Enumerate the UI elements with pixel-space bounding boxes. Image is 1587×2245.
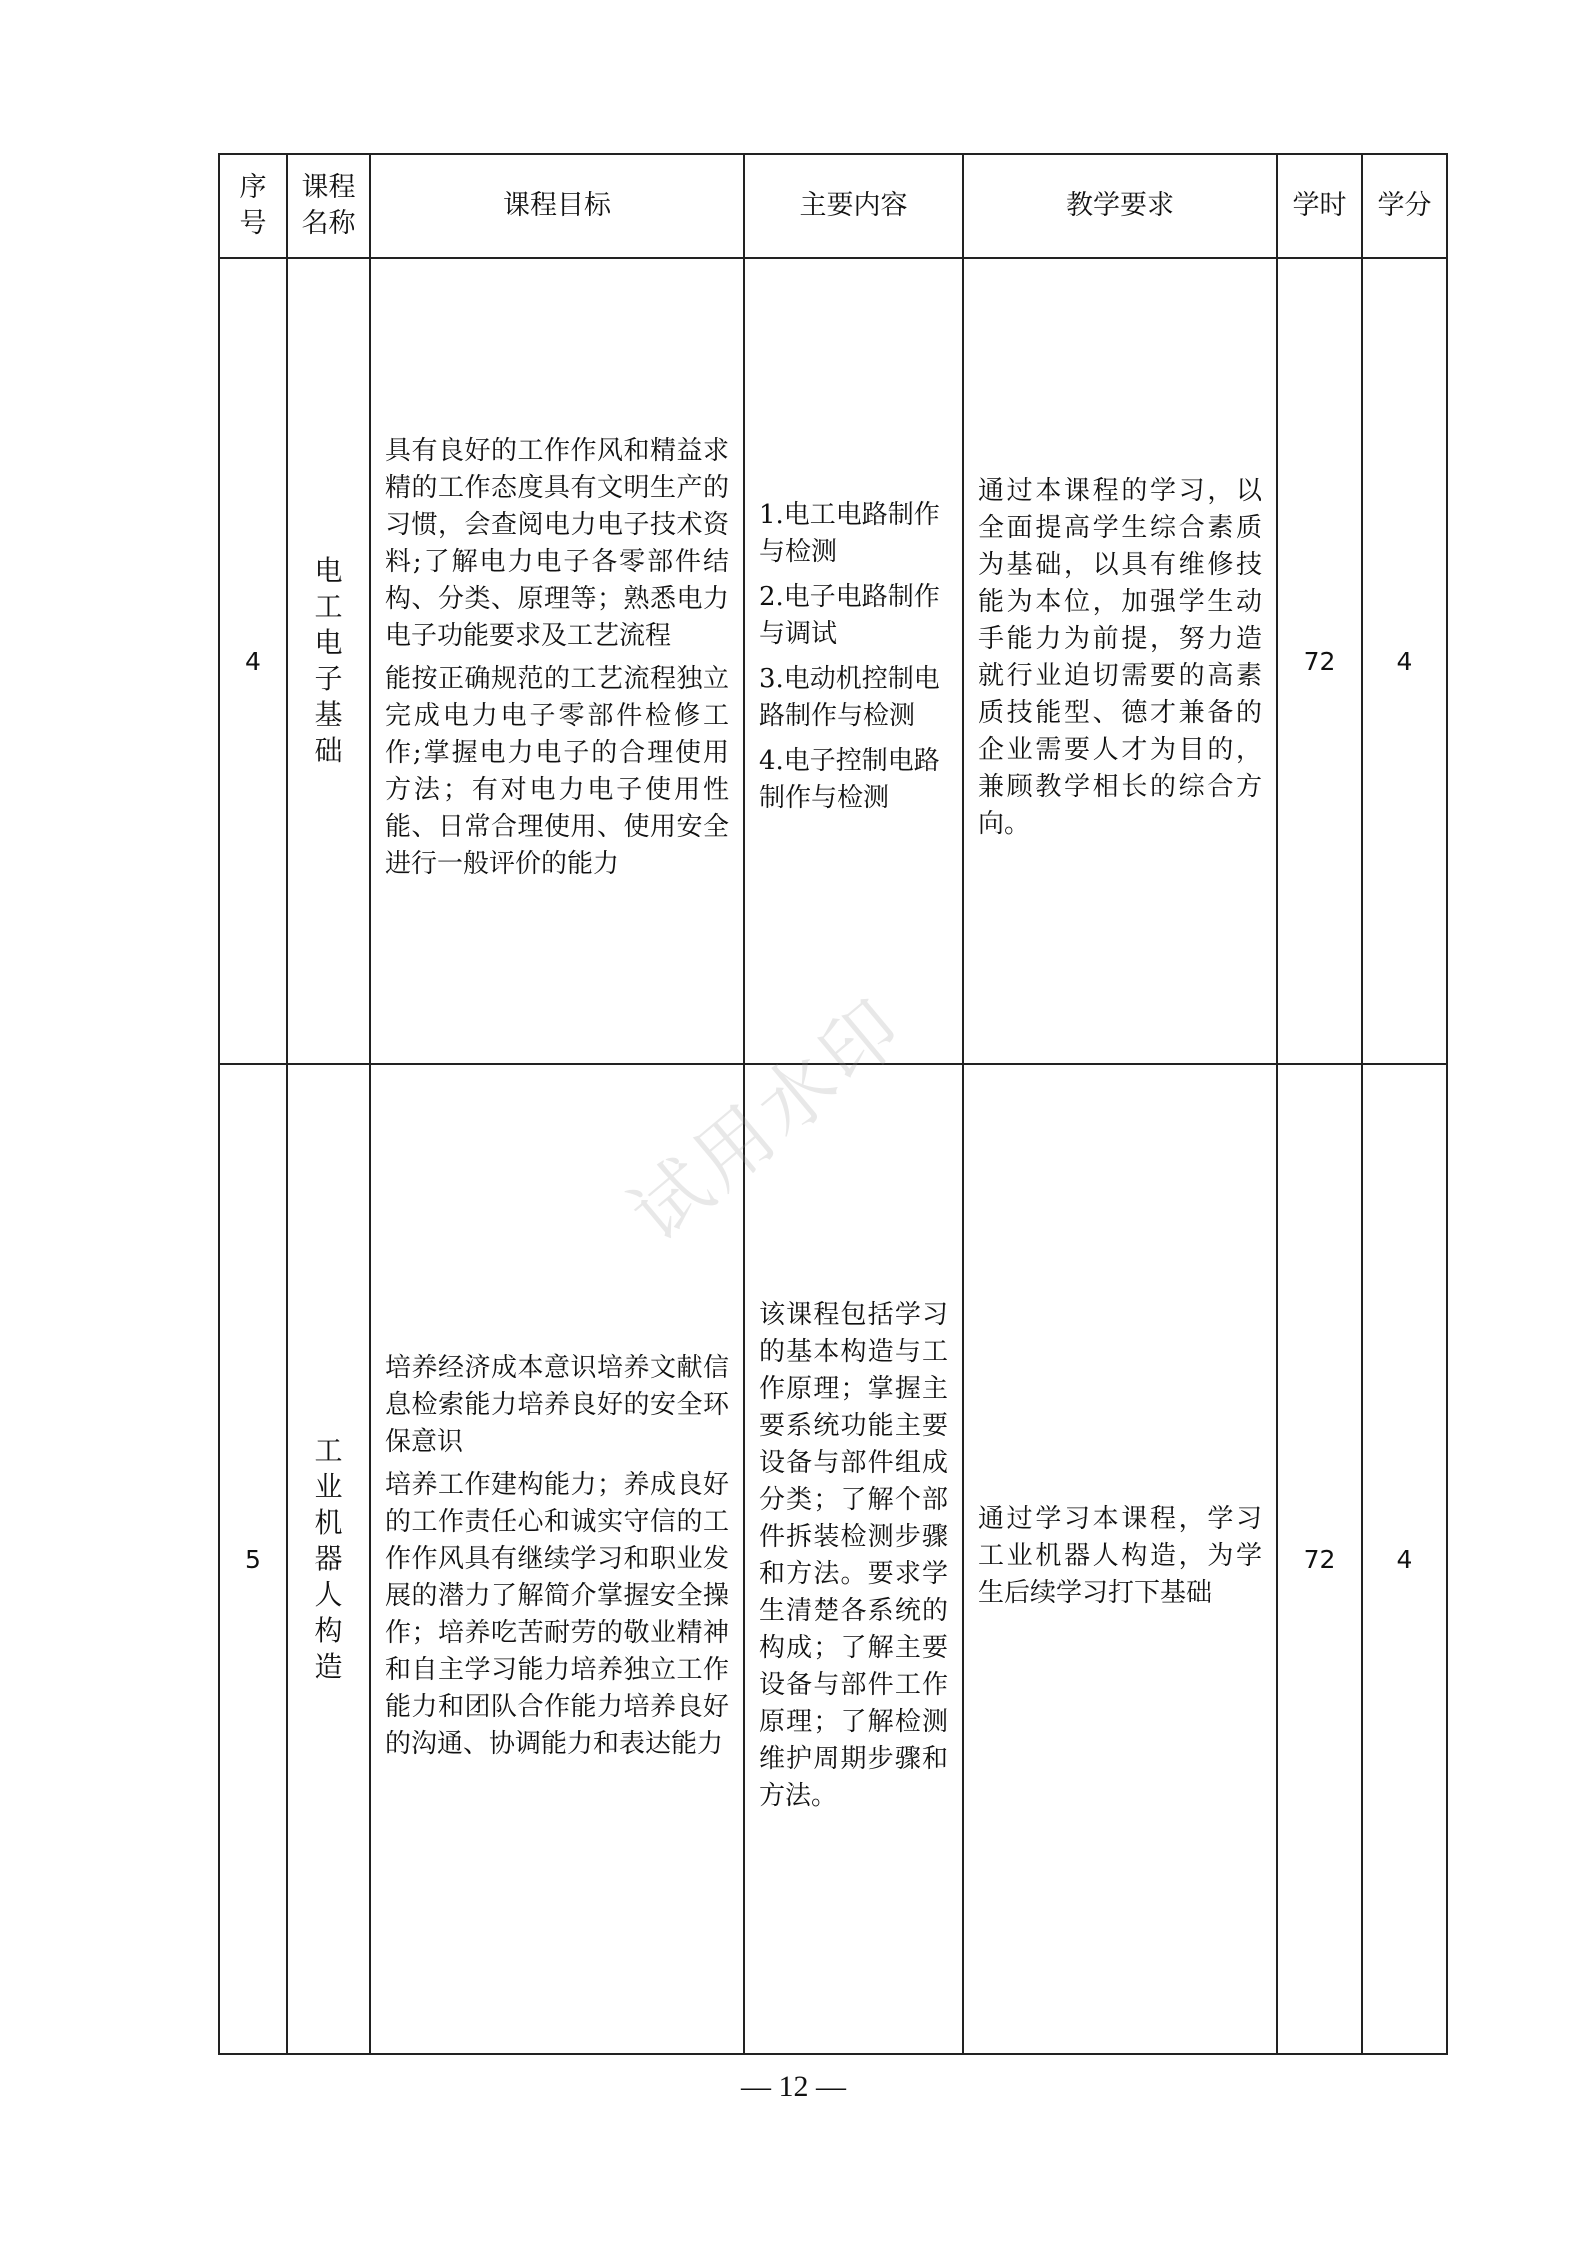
row-requirement (963, 1064, 1277, 2054)
content-item: 1.电工电路制作与检测 (759, 500, 940, 567)
header-seq-line1: 序 (239, 172, 267, 203)
name-char: 业 (314, 1470, 343, 1503)
header-name-line1: 课程 (301, 172, 356, 203)
name-char: 工 (314, 590, 343, 623)
row-credit: 4 (1362, 1064, 1447, 2054)
header-name (287, 154, 370, 258)
row-seq: 4 (219, 258, 287, 1064)
row-goal (370, 258, 744, 1064)
watermark: 试用水印 (613, 979, 923, 1259)
row-content (744, 258, 963, 1064)
goal-paragraph: 能按正确规范的工艺流程独立完成电力电子零部件检修工作;掌握电力电子的合理使用方法；有对电力电子使用性能、日常合理使用、使用安全进行一般评价的能力 (385, 664, 729, 879)
name-char: 器 (314, 1542, 343, 1575)
table-row (219, 258, 1447, 1064)
row-credit: 4 (1362, 258, 1447, 1064)
content-item: 2.电子电路制作与调试 (759, 582, 940, 649)
name-char: 基 (314, 698, 343, 731)
row-course-name (287, 1064, 370, 2054)
name-char: 工 (314, 1434, 343, 1467)
requirement-text: 通过学习本课程，学习工业机器人构造，为学生后续学习打下基础 (978, 1503, 1262, 1608)
name-char: 构 (314, 1614, 343, 1647)
name-char: 造 (314, 1650, 343, 1683)
row-hours: 72 (1277, 258, 1362, 1064)
goal-paragraph: 培养经济成本意识培养文献信息检索能力培养良好的安全环保意识 (385, 1352, 729, 1457)
content-text: 该课程包括学习的基本构造与工作原理；掌握主要系统功能主要设备与部件组成分类；了解个部件拆装检测步骤和方法。要求学生清楚各系统的构成；了解主要设备与部件工作原理；了解检测维护周期步骤和方法。 (759, 1300, 948, 1811)
header-hours: 学时 (1277, 154, 1362, 258)
header-goal: 课程目标 (370, 154, 744, 258)
header-seq (219, 154, 287, 258)
page-number: — 12 — (741, 2070, 846, 2103)
name-char: 子 (314, 662, 343, 695)
row-seq: 5 (219, 1064, 287, 2054)
course-table (218, 153, 1448, 2055)
table-row (219, 1064, 1447, 2054)
row-content (744, 1064, 963, 2054)
content-item: 4.电子控制电路制作与检测 (759, 746, 940, 813)
header-credit: 学分 (1362, 154, 1447, 258)
row-goal (370, 1064, 744, 2054)
row-course-name (287, 258, 370, 1064)
header-requirement: 教学要求 (963, 154, 1277, 258)
requirement-text: 通过本课程的学习，以全面提高学生综合素质为基础，以具有维修技能为本位，加强学生动手能力为前提，努力造就行业迫切需要的高素质技能型、德才兼备的企业需要人才为目的，兼顾教学相长的综合方向。 (978, 476, 1262, 839)
header-seq-line2: 号 (239, 208, 267, 239)
name-char: 电 (314, 554, 343, 587)
goal-paragraph: 培养工作建构能力；养成良好的工作责任心和诚实守信的工作作风具有继续学习和职业发展的潜力了解简介掌握安全操作；培养吃苦耐劳的敬业精神和自主学习能力培养独立工作能力和团队合作能力培养良好的沟通、协调能力和表达能力 (385, 1469, 729, 1759)
name-char: 础 (314, 734, 343, 767)
header-row (219, 154, 1447, 258)
row-hours: 72 (1277, 1064, 1362, 2054)
row-requirement (963, 258, 1277, 1064)
content-item: 3.电动机控制电路制作与检测 (759, 664, 940, 731)
name-char: 机 (314, 1506, 343, 1539)
header-content: 主要内容 (744, 154, 963, 258)
goal-paragraph: 具有良好的工作作风和精益求精的工作态度具有文明生产的习惯，会查阅电力电子技术资料;了解电力电子各零部件结构、分类、原理等；熟悉电力电子功能要求及工艺流程 (385, 436, 729, 651)
name-char: 人 (314, 1578, 343, 1611)
name-char: 电 (314, 626, 343, 659)
header-name-line2: 名称 (301, 208, 356, 239)
